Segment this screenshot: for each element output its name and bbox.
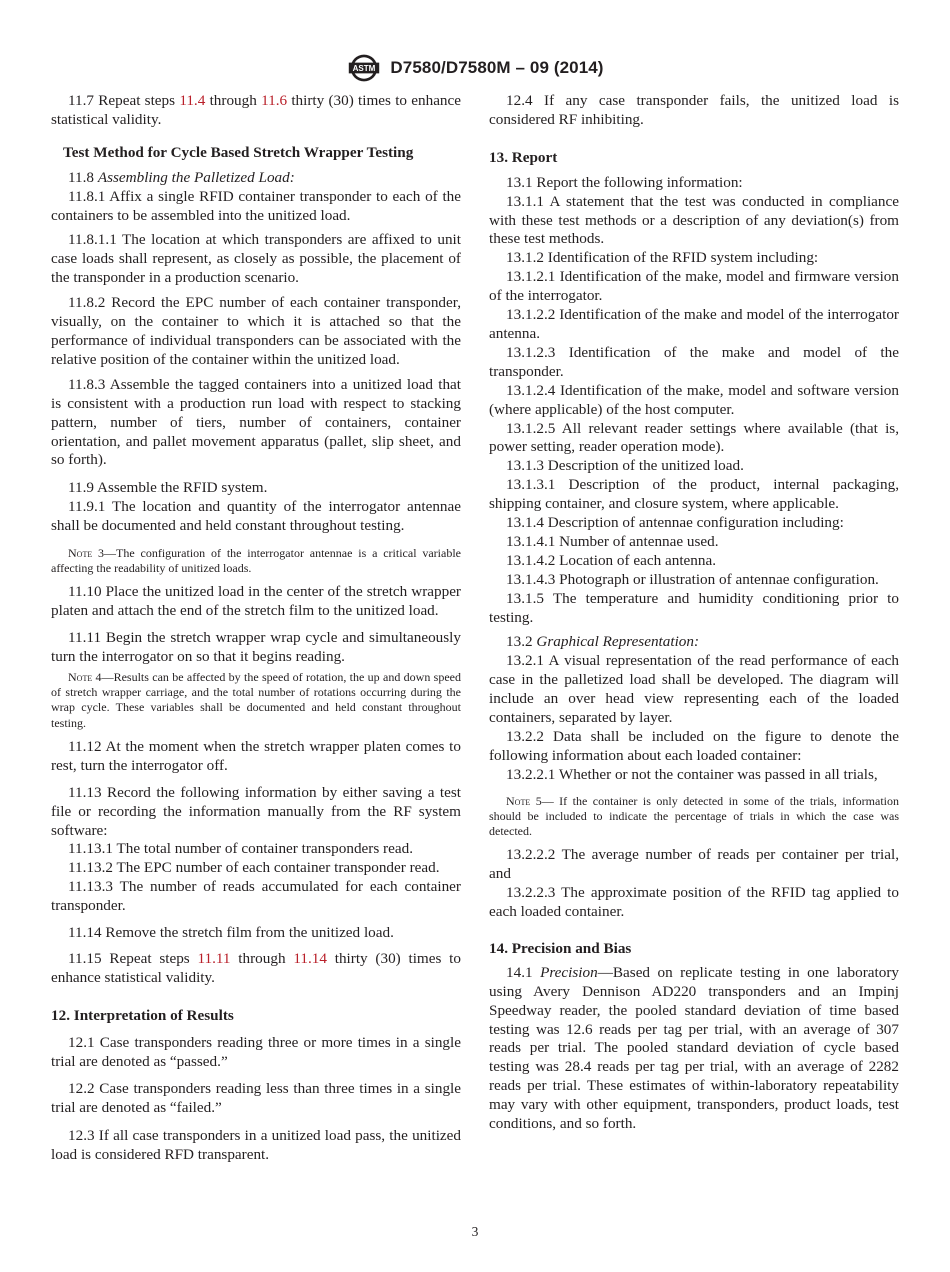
- para-11-14: 11.14 Remove the stretch film from the unitized load.: [68, 924, 394, 942]
- para-11-13: 11.13 Record the following information by either saving a test file or recording the information manually from the RF system software:: [51, 783, 461, 839]
- document-designation: D7580/D7580M – 09 (2014): [390, 58, 604, 77]
- para-13-1-2: 13.1.2 Identification of the RFID system including:: [506, 249, 819, 267]
- para-13-2-2-3: 13.2.2.3 The approximate position of the RFID tag applied to each loaded container.: [489, 884, 899, 921]
- para-12-3: 12.3 If all case transponders in a unitized load pass, the unitized load is considered RFD transparent.: [51, 1127, 461, 1164]
- section-12-heading: 12. Interpretation of Results: [51, 1006, 234, 1024]
- para-13-1-3: 13.1.3 Description of the unitized load.: [506, 457, 744, 475]
- para-11-7: 11.7 Repeat steps 11.4 through 11.6 thirty (30) times to enhance statistical validity.: [51, 92, 462, 128]
- para-13-2: 13.2 Graphical Representation:: [506, 633, 700, 651]
- para-13-1-2-4: 13.1.2.4 Identification of the make, model and software version (where applicable) of the host computer.: [489, 381, 899, 418]
- link-11-4[interactable]: 11.4: [179, 92, 206, 109]
- page-header: [0, 50, 950, 86]
- para-11-11: 11.11 Begin the stretch wrapper wrap cycle and simultaneously turn the interrogator on so that it begins reading.: [51, 629, 461, 666]
- para-13-2-2-2: 13.2.2.2 The average number of reads per container per trial, and: [489, 846, 899, 883]
- para-13-1-3-1: 13.1.3.1 Description of the product, internal packaging, shipping container, and closure system, where applicable.: [489, 476, 899, 513]
- para-11-10: 11.10 Place the unitized load in the center of the stretch wrapper platen and attach the end of the stretch film to the unitized load.: [51, 583, 461, 620]
- para-13-1-2-5: 13.1.2.5 All relevant reader settings where available (that is, power setting, reader operation mode).: [489, 419, 899, 456]
- para-11-8-1: 11.8.1 Affix a single RFID container transponder to each of the containers to be assembled into the unitized load.: [51, 187, 461, 224]
- right-column: [489, 92, 899, 1134]
- left-column: [51, 92, 461, 1165]
- para-13-1-2-3: 13.1.2.3 Identification of the make and model of the transponder.: [489, 343, 899, 380]
- note-5: Note 5— If the container is only detected in some of the trials, information should be included to indicate the percentage of trials in which the case was detected.: [489, 793, 900, 839]
- section-13-heading: 13. Report: [489, 148, 558, 166]
- para-13-1-4-1: 13.1.4.1 Number of antennae used.: [506, 532, 719, 550]
- para-11-9: 11.9 Assemble the RFID system.: [68, 479, 268, 497]
- para-11-8-3: 11.8.3 Assemble the tagged containers into a unitized load that is consistent with a production run load with respect to stacking pattern, number of tiers, number of containers, container orientation, and pallet movement apparatus (pallet, slip sheet, and so forth).: [51, 375, 461, 469]
- astm-logo-icon: [346, 51, 382, 85]
- method-heading: Test Method for Cycle Based Stretch Wrapper Testing: [63, 143, 414, 161]
- para-13-1-2-2: 13.1.2.2 Identification of the make and model of the interrogator antenna.: [489, 306, 899, 342]
- para-11-12: 11.12 At the moment when the stretch wrapper platen comes to rest, turn the interrogator off.: [51, 737, 461, 774]
- para-11-9-1: 11.9.1 The location and quantity of the interrogator antennae shall be documented and held constant throughout testing.: [51, 498, 461, 535]
- para-13-1-4: 13.1.4 Description of antennae configuration including:: [506, 514, 844, 532]
- link-11-11[interactable]: 11.11: [197, 949, 231, 967]
- para-11-8: 11.8 Assembling the Palletized Load:: [68, 168, 295, 186]
- page-number: 3: [471, 1224, 479, 1239]
- para-13-1-4-3: 13.1.4.3 Photograph or illustration of antennae configuration.: [506, 570, 879, 588]
- para-13-2-1: 13.2.1 A visual representation of the read performance of each case in the palletized load shall be developed. The diagram will include an over head view representing each of the loaded containers, separated by layer.: [489, 652, 899, 727]
- note-4: Note 4—Results can be affected by the speed of rotation, the up and down speed of stretch wrapper carriage, and the total number of rotations occurring during the wrap cycle. These variables shall be documented and held constant throughout testing.: [51, 670, 461, 730]
- para-13-1: 13.1 Report the following information:: [506, 173, 743, 191]
- para-11-8-2: 11.8.2 Record the EPC number of each container transponder, visually, on the container to which it is attached so that the performance of individual transponders can be associated with the relative position of the container within the unitized load.: [51, 294, 461, 368]
- para-11-8-1-1: 11.8.1.1 The location at which transponders are affixed to unit case loads shall represent, as closely as possible, the placement of the transponder in a production scenario.: [51, 231, 461, 287]
- para-13-1-2-1: 13.1.2.1 Identification of the make, model and firmware version of the interrogator.: [489, 268, 899, 305]
- note-3: Note 3—The configuration of the interrogator antennae is a critical variable affecting the readability of unitized loads.: [51, 546, 461, 576]
- link-11-6[interactable]: 11.6: [261, 92, 288, 109]
- para-11-15: 11.15 Repeat steps 11.11 through 11.14 thirty (30) times to enhance statistical validity.: [51, 949, 461, 986]
- para-11-13-1: 11.13.1 The total number of container transponders read.: [68, 840, 413, 858]
- para-12-1: 12.1 Case transponders reading three or more times in a single trial are denoted as “passed.”: [51, 1033, 461, 1070]
- logo-text: ASTM: [353, 64, 376, 74]
- para-12-4: 12.4 If any case transponder fails, the unitized load is considered RF inhibiting.: [489, 92, 899, 128]
- para-11-13-2: 11.13.2 The EPC number of each container transponder read.: [68, 859, 440, 877]
- para-12-2: 12.2 Case transponders reading less than three times in a single trial are denoted as “failed.”: [51, 1080, 461, 1117]
- para-11-13-3: 11.13.3 The number of reads accumulated for each container transponder.: [51, 878, 461, 915]
- para-13-1-1: 13.1.1 A statement that the test was conducted in compliance with these test methods or a description of any deviation(s) from these test methods.: [489, 192, 899, 248]
- para-14-1: 14.1 Precision—Based on replicate testing in one laboratory using Avery Dennison AD220 transponders and an Impinj Speedway reader, the pooled standard deviation of time based testing was 12.6 reads per tag per trial, with an average of 307 reads per trial. The pooled standard deviation of cycle based testing was 28.4 reads per tag per trial, with an average of 2282 reads per trial. These estimates of within-laboratory repeatability may vary with other equipment, transponders, product loads, test conditions, and so forth.: [489, 963, 899, 1133]
- para-13-2-2: 13.2.2 Data shall be included on the figure to denote the following information about each loaded container:: [489, 728, 899, 764]
- para-13-1-4-2: 13.1.4.2 Location of each antenna.: [506, 551, 717, 569]
- para-13-2-2-1: 13.2.2.1 Whether or not the container was passed in all trials,: [506, 765, 878, 783]
- para-13-1-5: 13.1.5 The temperature and humidity conditioning prior to testing.: [489, 589, 899, 626]
- link-11-14[interactable]: 11.14: [293, 949, 327, 967]
- section-14-heading: 14. Precision and Bias: [489, 939, 632, 957]
